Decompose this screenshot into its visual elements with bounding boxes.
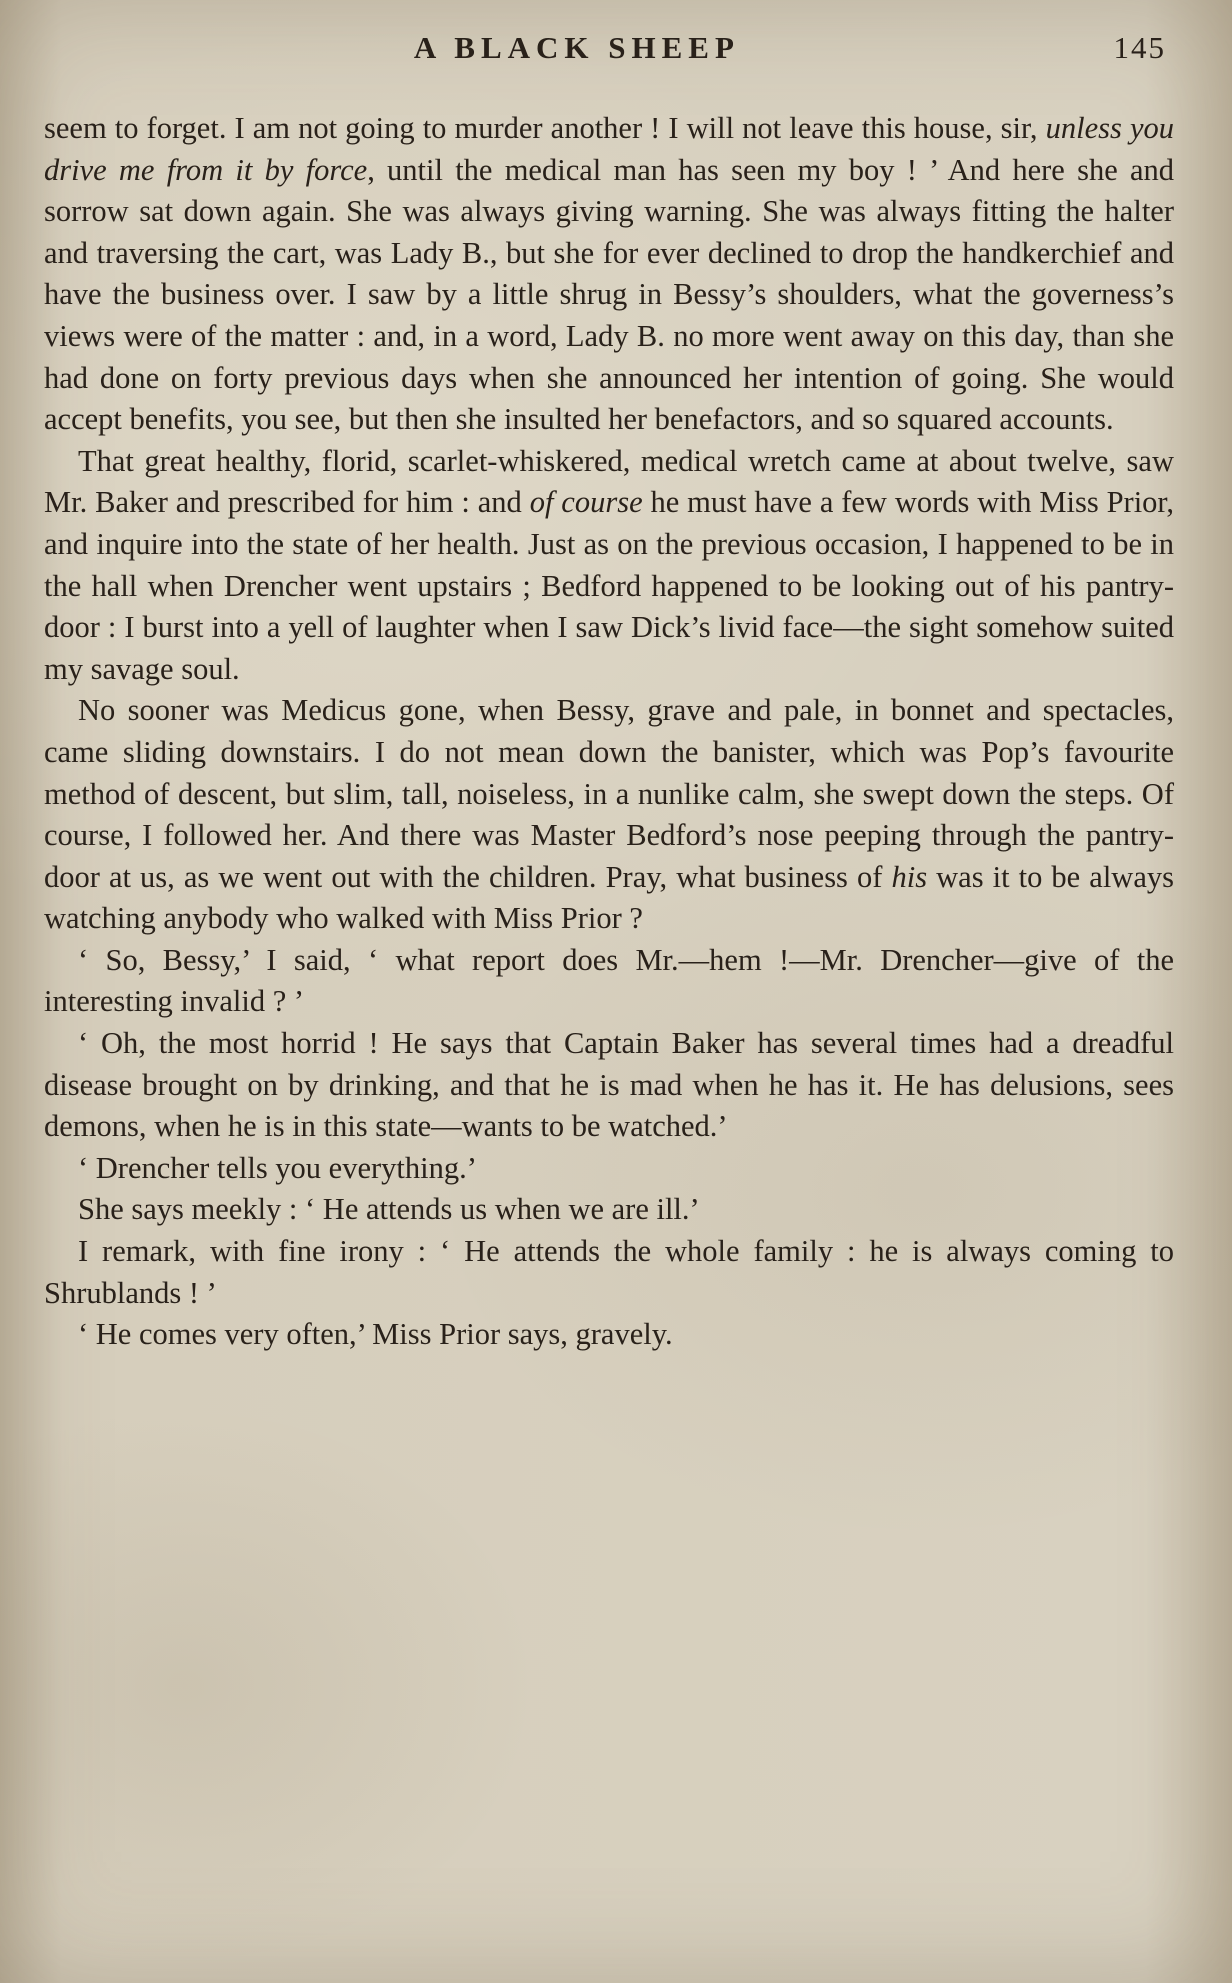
paragraph xyxy=(44,441,1174,691)
italic-text-run: unless you drive me from it by force xyxy=(44,111,1175,187)
page-header xyxy=(0,30,1232,86)
paragraph xyxy=(44,1189,1174,1231)
text-run: I remark, with fine irony : ‘ He attends the whole family : he is always coming to Shrublands ! ’ xyxy=(44,1234,1174,1310)
text-run: That great healthy, florid, scarlet-whiskered, medical wretch came at about twelve, saw Mr. Baker and prescribed for him : and xyxy=(44,443,1174,520)
italic-text-run: of course xyxy=(529,485,643,520)
paragraph xyxy=(44,1314,1174,1356)
paragraph xyxy=(44,1148,1174,1190)
paragraph xyxy=(44,108,1174,441)
paragraph xyxy=(44,690,1174,940)
paragraph xyxy=(44,1231,1174,1314)
paragraph xyxy=(44,940,1174,1023)
text-run: No sooner was Medicus gone, when Bessy, grave and pale, in bonnet and spectacles, came sliding downstairs. I do not mean down the banister, which was Pop’s favourite method of descent, but slim, tall, noiseless, in a nunlike calm, she swept down the steps. Of course, I followed her. And there was Master Bedford’s nose peeping through the pantry-door at us, as we went out with the children. Pray, what business of xyxy=(44,693,1174,894)
text-run: , until the medical man has seen my boy ! ’ And here she and sorrow sat down again. She was always giving warning. She was always fitting the halter and traversing the cart, was Lady B., but she for ever declined to drop the handkerchief and have the business over. I saw by a little shrug in Bessy’s shoulders, what the governess’s views were of the matter : and, in a word, Lady B. no more went away on this day, than she had done on forty previous days when she announced her intention of going. She would accept benefits, you see, but then she insulted her benefactors, and so squared accounts. xyxy=(44,152,1174,437)
page-number: 145 xyxy=(1113,30,1166,65)
text-run: he must have a few words with Miss Prior, and inquire into the state of her health. Just as on the previous occasion, I happened to be in the hall when Drencher went upstairs ; Bedford happened to be looking out of his pantry-door : I burst into a yell of laughter when I saw Dick’s livid face—the sight somehow suited my savage soul. xyxy=(44,485,1174,686)
text-run: seem to forget. I am not going to murder another ! I will not leave this house, sir, xyxy=(44,111,1046,145)
page-body xyxy=(0,86,1232,1356)
running-head: A BLACK SHEEP xyxy=(413,30,740,65)
text-run: ‘ Drencher tells you everything.’ xyxy=(78,1150,477,1185)
paragraph xyxy=(44,1023,1174,1148)
text-run: She says meekly : ‘ He attends us when we are ill.’ xyxy=(78,1192,700,1227)
text-run: was it to be always watching anybody who walked with Miss Prior ? xyxy=(44,859,1174,936)
text-run: ‘ So, Bessy,’ I said, ‘ what report does Mr.—hem !—Mr. Drencher—give of the interesting invalid ? ’ xyxy=(44,942,1174,1019)
italic-text-run: his xyxy=(891,859,928,894)
text-run: ‘ He comes very often,’ Miss Prior says, gravely. xyxy=(78,1317,673,1352)
text-run: ‘ Oh, the most horrid ! He says that Captain Baker has several times had a dreadful disease brought on by drinking, and that he is mad when he has it. He has delusions, sees demons, when he is in this state—wants to be watched.’ xyxy=(44,1026,1174,1144)
